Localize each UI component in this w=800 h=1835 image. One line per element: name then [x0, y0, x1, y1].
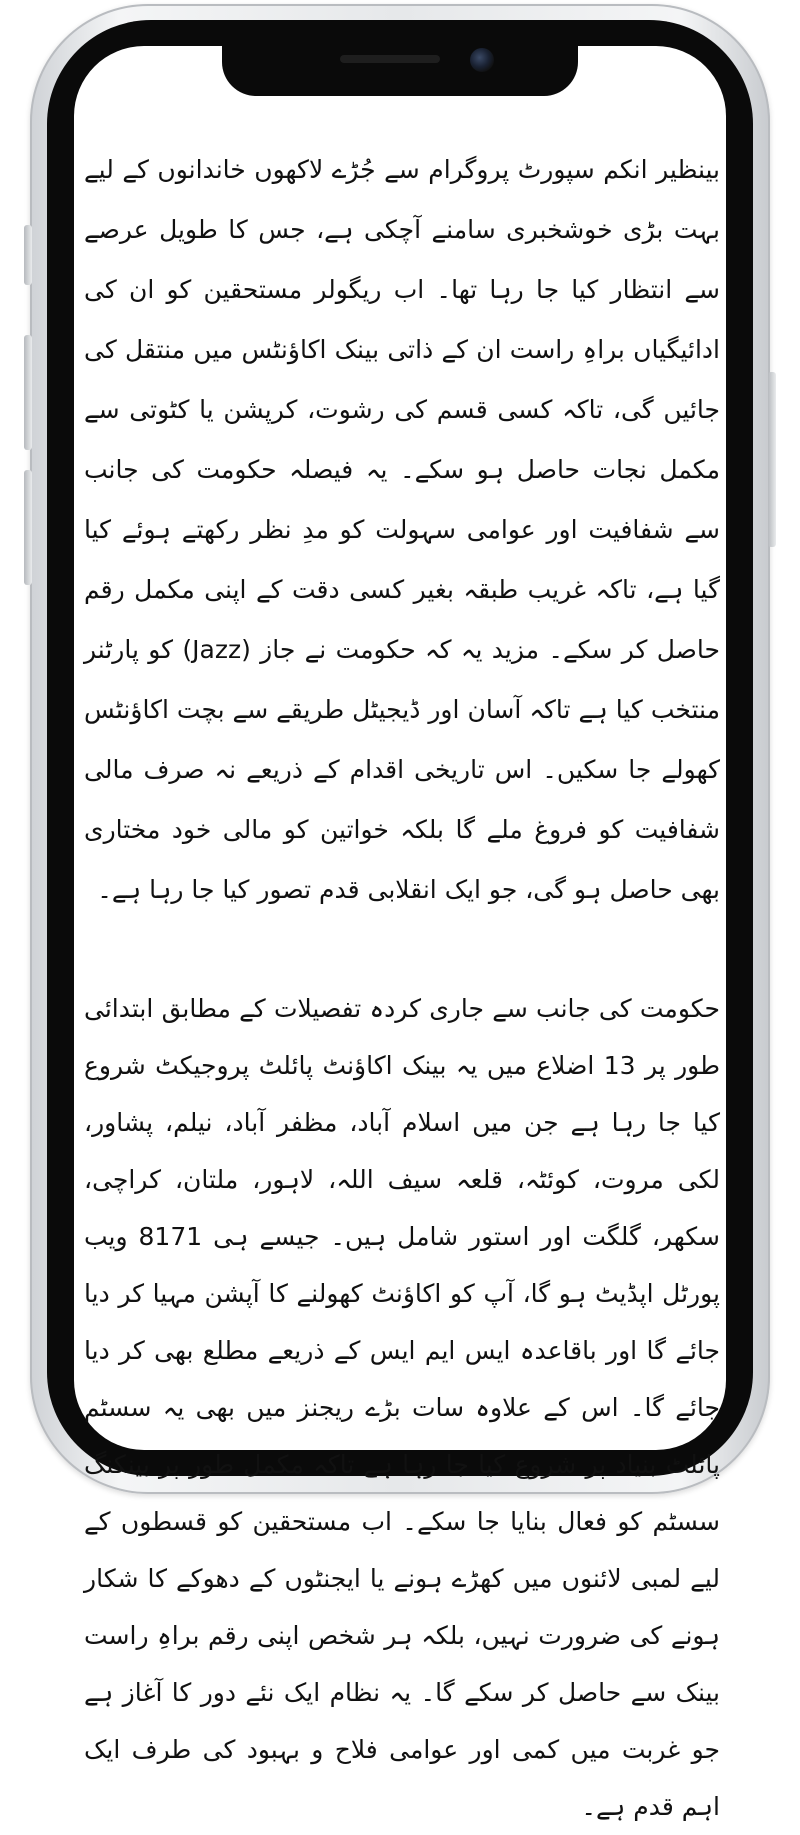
- volume-up-button: [24, 335, 32, 450]
- volume-down-button: [24, 470, 32, 585]
- speaker-grille: [340, 55, 440, 63]
- article-body: [84, 140, 720, 1835]
- article-paragraph: حکومت کی جانب سے جاری کردہ تفصیلات کے مطابق ابتدائی طور پر 13 اضلاع میں یہ بینک اکاؤنٹ پائلٹ پروجیکٹ شروع کیا جا رہا ہے جن میں اسلام آباد، مظفر آباد، نیلم، پشاور، لکی مروت، کوئٹہ، قلعہ سیف اللہ، لاہور، ملتان، کراچی، سکھر، گلگت اور استور شامل ہیں۔ جیسے ہی 8171 ویب پورٹل اپڈیٹ ہو گا، آپ کو اکاؤنٹ کھولنے کا آپشن مہیا کر دیا جائے گا اور باقاعدہ ایس ایم ایس کے ذریعے مطلع بھی کر دیا جائے گا۔ اس کے علاوہ سات بڑے ریجنز میں بھی یہ سسٹم پائلٹ بنیاد پر شروع کیا جا رہا ہے تاکہ مکمل طور پر بینکنگ سسٹم کو فعال بنایا جا سکے۔ اب مستحقین کو قسطوں کے لیے لمبی لائنوں میں کھڑے ہونے یا ایجنٹوں کے دھوکے کا شکار ہونے کی ضرورت نہیں، بلکہ ہر شخص اپنی رقم براہِ راست بینک سے حاصل کر سکے گا۔ یہ نظام ایک نئے دور کا آغاز ہے جو غربت میں کمی اور عوامی فلاح و بہبود کی طرف ایک اہم قدم ہے۔: [84, 994, 720, 1821]
- power-button: [768, 372, 776, 547]
- front-camera-icon: [470, 48, 494, 72]
- article-paragraph: بینظیر انکم سپورٹ پروگرام سے جُڑے لاکھوں خاندانوں کے لیے بہت بڑی خوشخبری سامنے آچکی ہے، جس کا طویل عرصے سے انتظار کیا جا رہا تھا۔ اب ریگولر مستحقین کو ان کی ادائیگیاں براہِ راست ان کے ذاتی بینک اکاؤنٹس میں منتقل کی جائیں گی، تاکہ کسی قسم کی رشوت، کرپشن یا کٹوتی سے مکمل نجات حاصل ہو سکے۔ یہ فیصلہ حکومت کی جانب سے شفافیت اور عوامی سہولت کو مدِ نظر رکھتے ہوئے کیا گیا ہے، تاکہ غریب طبقہ بغیر کسی دقت کے اپنی مکمل رقم حاصل کر سکے۔ مزید یہ کہ حکومت نے جاز (Jazz) کو پارٹنر منتخب کیا ہے تاکہ آسان اور ڈیجیٹل طریقے سے بچت اکاؤنٹس کھولے جا سکیں۔ اس تاریخی اقدام کے ذریعے نہ صرف مالی شفافیت کو فروغ ملے گا بلکہ خواتین کو مالی خود مختاری بھی حاصل ہو گی، جو ایک انقلابی قدم تصور کیا جا رہا ہے۔: [84, 155, 720, 904]
- silent-switch: [24, 225, 32, 285]
- phone-notch: [222, 38, 578, 96]
